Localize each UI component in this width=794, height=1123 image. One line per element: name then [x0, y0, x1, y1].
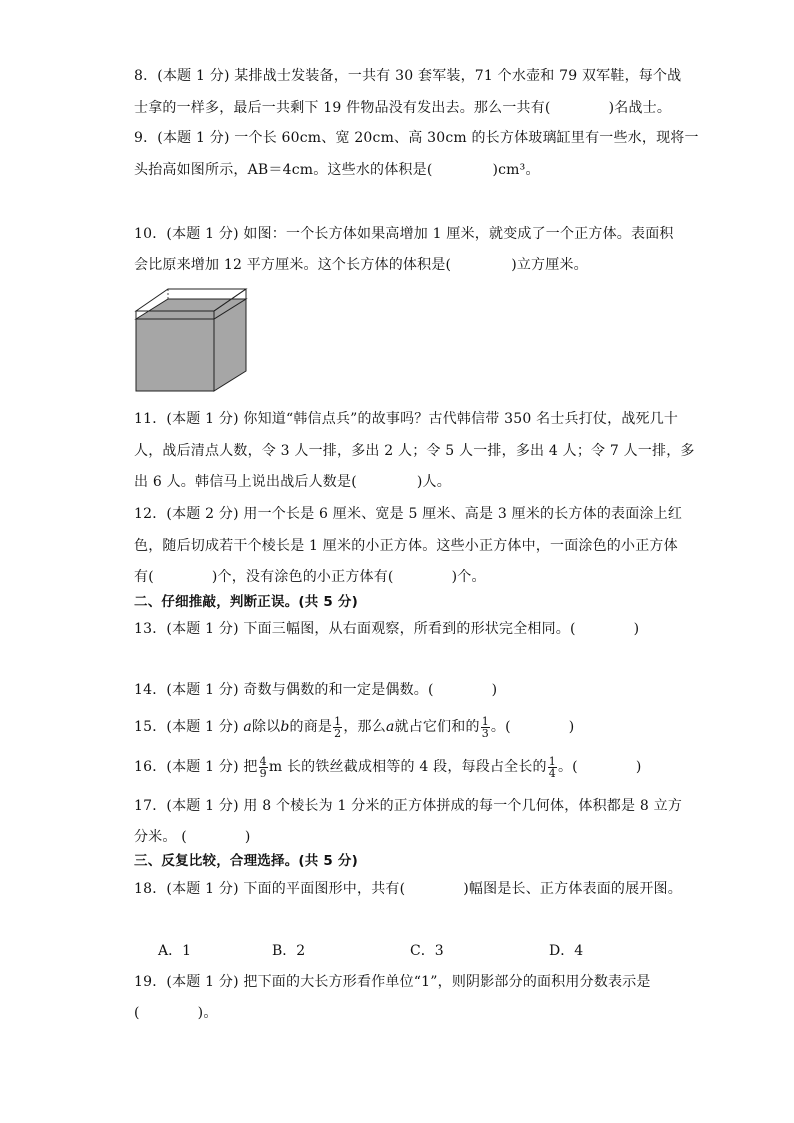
q8-line1: 8．(本题 1 分) 某排战士发装备，一共有 30 套军装，71 个水壶和 79 双军鞋，每个战: [134, 68, 682, 84]
cuboid-figure: [134, 287, 248, 393]
section-2-heading: 二、仔细推敲，判断正误。(共 5 分): [134, 594, 358, 610]
q9-text-a: 头抬高如图所示，AB＝4cm。这些水的体积是(: [134, 162, 433, 178]
q8-line2: [134, 97, 671, 119]
q16-fraction-1: [259, 756, 268, 779]
q12-line2: 色，随后切成若干个棱长是 1 厘米的小正方体。这些小正方体中，一面涂色的小正方体: [134, 538, 678, 554]
q19-line1: 19．(本题 1 分) 把下面的大长方形看作单位“1”，则阴影部分的面积用分数表示是: [134, 974, 651, 990]
q18-choice-b[interactable]: B．2: [272, 943, 306, 959]
q18-text-b: )幅图是长、正方体表面的展开图。: [463, 881, 682, 897]
q15-line: [134, 714, 574, 740]
q19-line2: [134, 1002, 218, 1024]
q15-text-3: ，那么: [343, 719, 386, 735]
q15-text-5: 。(: [490, 719, 511, 735]
cuboid-front-face: [136, 319, 214, 391]
q17-line1: 17．(本题 1 分) 用 8 个棱长为 1 分米的正方体拼成的每一个几何体，体积都是 8 立方: [134, 798, 683, 814]
q18-text-a: 18．(本题 1 分) 下面的平面图形中，共有(: [134, 881, 406, 897]
q13-close: ): [633, 621, 640, 637]
q16-text-2: 。(: [557, 759, 578, 775]
q15-text-1: 除以: [251, 719, 281, 735]
q12-text-a: 有(: [134, 569, 154, 585]
q15-var-b: b: [280, 719, 290, 735]
q14-text: 14．(本题 1 分) 奇数与偶数的和一定是偶数。(: [134, 682, 434, 698]
q13-line: [134, 618, 639, 640]
q19-text-a: (: [134, 1005, 140, 1021]
q9-line2: [134, 159, 540, 181]
q8-text-b: )名战士。: [608, 100, 672, 116]
q9-line1: 9．(本题 1 分) 一个长 60cm、宽 20cm、高 30cm 的长方体玻璃缸里有一些水，现将一: [134, 130, 699, 146]
q15-text-4: 就占它们和的: [394, 719, 480, 735]
q17-text-a: 分米。 (: [134, 829, 187, 845]
q15-f1-numerator: 1: [334, 714, 342, 728]
q12-text-c: )个。: [451, 569, 486, 585]
q12-line3: [134, 566, 486, 588]
q16-f1-denominator: 9: [259, 766, 267, 780]
q18-line: [134, 878, 682, 900]
q17-close: ): [244, 829, 251, 845]
q15-f2-denominator: 3: [481, 726, 489, 740]
q19-close: )。: [197, 1005, 218, 1021]
q12-line1: 12．(本题 2 分) 用一个长是 6 厘米、宽是 5 厘米、高是 3 厘米的长方体的表面涂上红: [134, 506, 683, 522]
q11-line2: 人，战后清点人数，令 3 人一排，多出 2 人；令 5 人一排，多出 4 人；令 7 人一排，多: [134, 443, 695, 459]
q11-text-b: )人。: [416, 474, 451, 490]
q12-text-b: )个，没有涂色的小正方体有(: [211, 569, 394, 585]
q18-choices: [0, 940, 794, 962]
q16-f1-numerator: 4: [259, 754, 267, 768]
q14-line: [134, 679, 497, 701]
q16-text-1: m 长的铁丝截成相等的 4 段，每段占全长的: [268, 759, 547, 775]
q10-text-b: )立方厘米。: [511, 257, 588, 273]
q10-text-a: 会比原来增加 12 平方厘米。这个长方体的体积是(: [134, 257, 452, 273]
q9-text-b: )cm³。: [492, 162, 540, 178]
q8-text-a: 士拿的一样多，最后一共剩下 19 件物品没有发出去。那么一共有(: [134, 100, 551, 116]
q15-var-a: a: [243, 719, 252, 735]
q15-close: ): [568, 719, 575, 735]
q16-line: [134, 754, 642, 780]
q18-choice-c[interactable]: C．3: [410, 943, 444, 959]
q16-fraction-2: [548, 756, 557, 779]
q18-choice-a[interactable]: A．1: [158, 943, 192, 959]
q15-var-a2: a: [385, 719, 395, 735]
q15-text-2: 的商是: [289, 719, 333, 735]
q15-fraction-2: [481, 716, 490, 739]
q18-choice-d[interactable]: D．4: [549, 943, 584, 959]
q16-f2-numerator: 1: [548, 754, 556, 768]
q17-line2: [134, 826, 251, 848]
section-3-heading: 三、反复比较，合理选择。(共 5 分): [134, 853, 358, 869]
q13-text: 13．(本题 1 分) 下面三幅图，从右面观察，所看到的形状完全相同。(: [134, 621, 576, 637]
q15-f1-denominator: 2: [334, 726, 342, 740]
q16-close: ): [635, 759, 642, 775]
q11-line3: [134, 471, 451, 493]
q14-close: ): [491, 682, 498, 698]
q11-text-a: 出 6 人。韩信马上说出战后人数是(: [134, 474, 357, 490]
q10-line2: [134, 254, 588, 276]
q16-prefix: 16．(本题 1 分) 把: [134, 759, 258, 775]
q15-f2-numerator: 1: [481, 714, 489, 728]
q15-fraction-1: [333, 716, 342, 739]
q11-line1: 11．(本题 1 分) 你知道“韩信点兵”的故事吗？古代韩信带 350 名士兵打仗，战死几十: [134, 411, 679, 427]
q16-f2-denominator: 4: [548, 766, 556, 780]
q15-prefix: 15．(本题 1 分): [134, 719, 244, 735]
q10-line1: 10．(本题 1 分) 如图：一个长方体如果高增加 1 厘米，就变成了一个正方体。表面积: [134, 226, 674, 242]
